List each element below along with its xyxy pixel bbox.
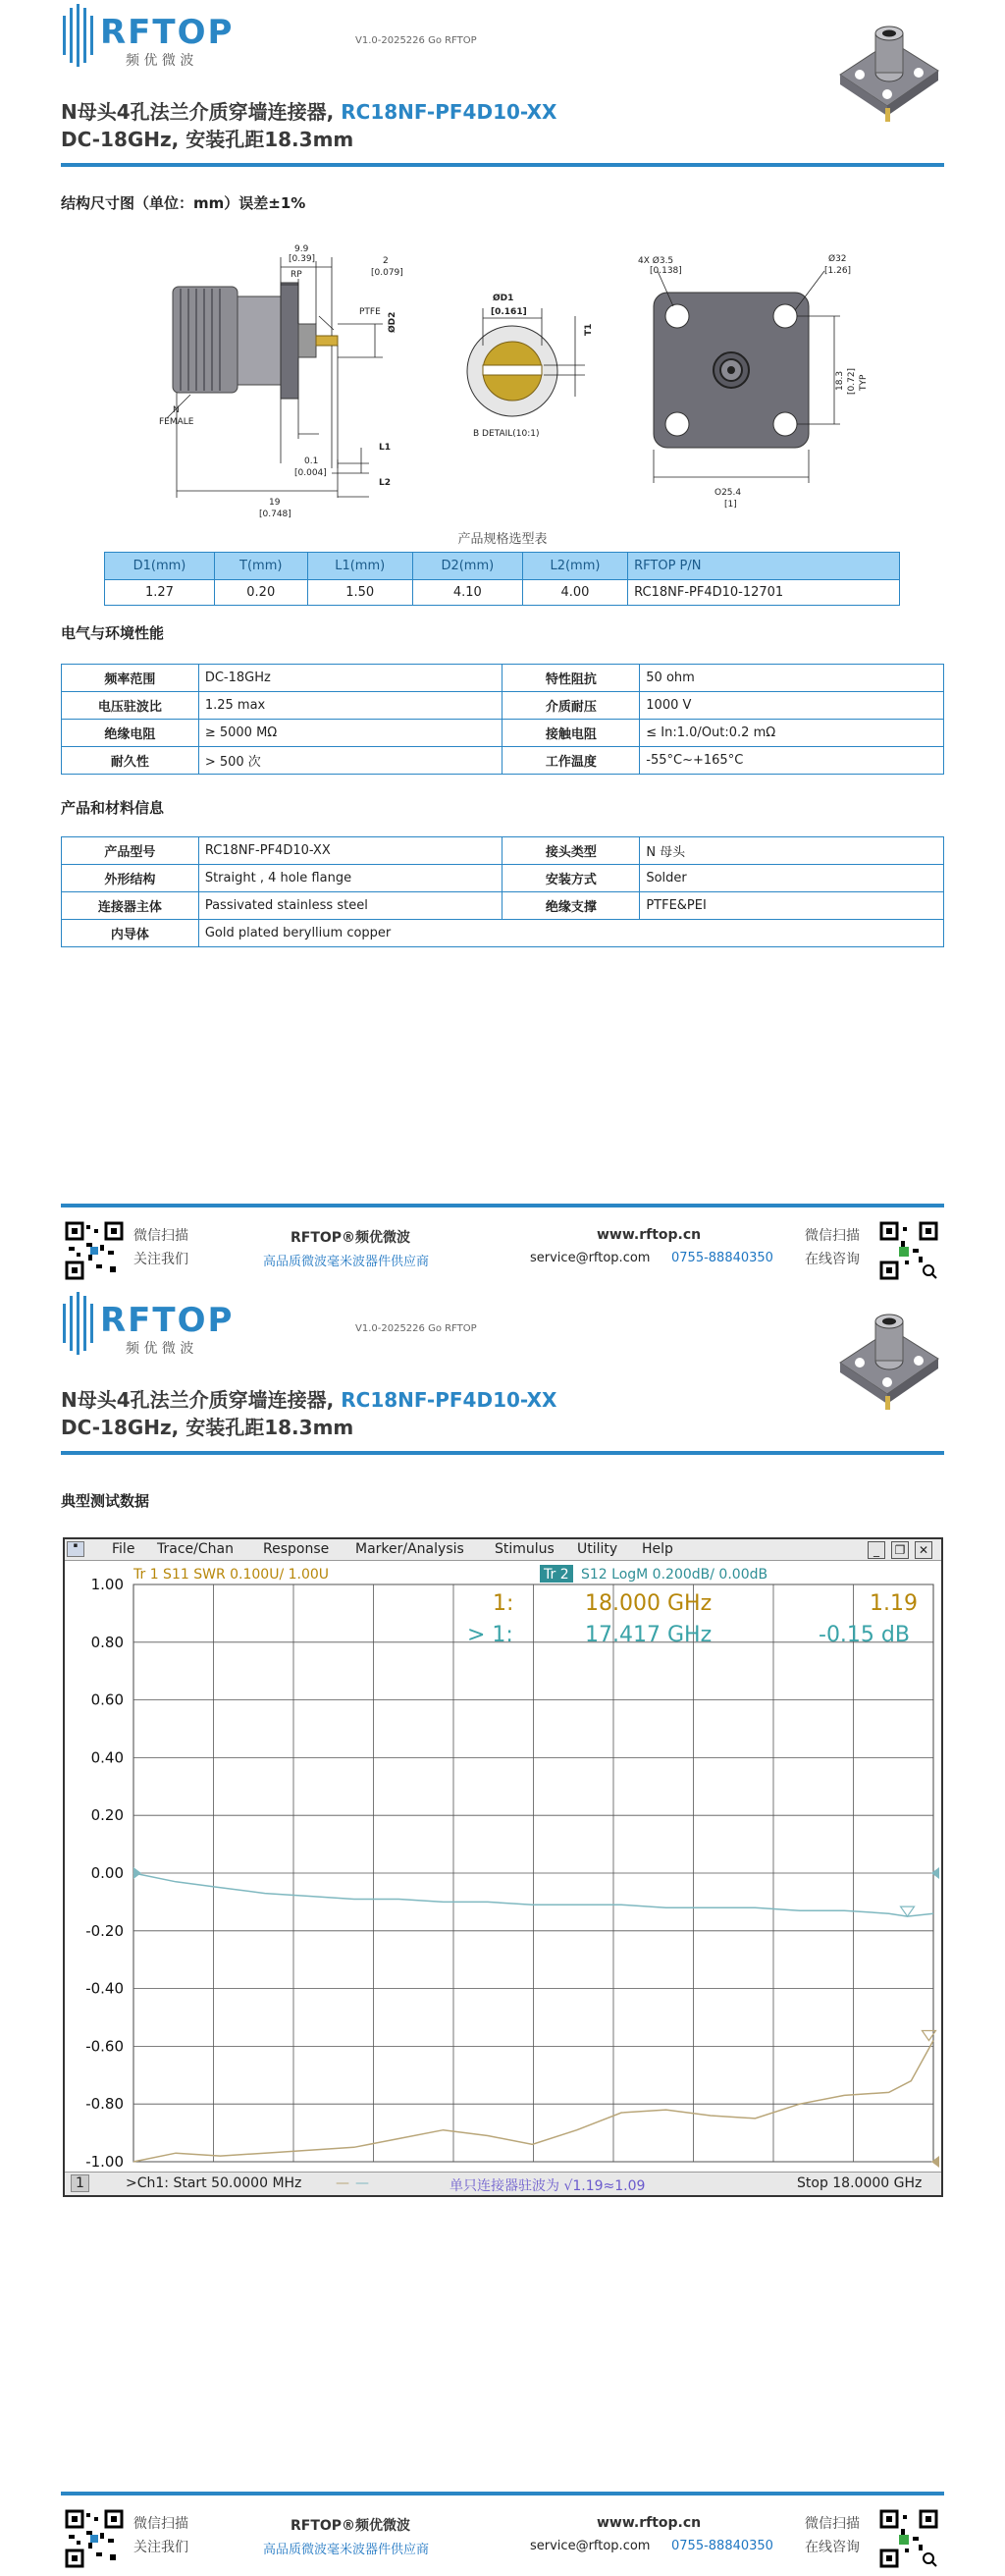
dimension-drawing [147, 228, 873, 522]
footer-divider [61, 1204, 944, 1208]
table-row [62, 720, 944, 747]
product-part-number: RC18NF-PF4D10-XX [341, 100, 557, 124]
marker-1-name: 1: [493, 1591, 514, 1616]
wechat-qr-code [65, 1221, 124, 1280]
logo-subtext: 频 优 微 波 [126, 1341, 194, 1357]
channel-number: 1 [71, 2174, 89, 2192]
y-tick-label: -0.60 [85, 2037, 124, 2056]
vna-statusbar [65, 2172, 941, 2195]
elec-key: 耐久性 [62, 747, 199, 775]
dim-rp: RP [291, 270, 302, 280]
footer-brand: RFTOP®频优微波 [291, 2518, 411, 2534]
spec-header-d1: D1(mm) [105, 553, 215, 580]
dim-0-1: 0.1 [304, 456, 319, 466]
spec-header-l2: L2(mm) [522, 553, 627, 580]
y-tick-label: -0.80 [85, 2095, 124, 2114]
electrical-section-title: 电气与环境性能 [61, 624, 165, 642]
vna-chart [65, 1561, 941, 2172]
material-key: 连接器主体 [62, 892, 199, 920]
detail-view [467, 293, 594, 439]
front-view [638, 253, 869, 510]
footer-website[interactable]: www.rftop.cn [597, 1227, 702, 1243]
product-title-prefix: N母头4孔法兰介质穿墙连接器, [61, 100, 335, 124]
wechat-qr-code [65, 2509, 124, 2568]
table-row [62, 892, 944, 920]
rftop-logo [61, 1290, 267, 1361]
material-key: 产品型号 [62, 837, 199, 865]
dim-l1: L1 [379, 443, 391, 453]
dim-1-26: [1.26] [824, 266, 852, 276]
material-value: Passivated stainless steel [198, 892, 502, 920]
menu-stimulus[interactable]: Stimulus [495, 1541, 555, 1557]
label-female: FEMALE [159, 417, 194, 427]
label-n: N [173, 405, 180, 415]
minimize-icon[interactable]: _ [868, 1541, 885, 1559]
table-row [62, 665, 944, 692]
dim-19: 19 [269, 498, 281, 508]
product-title [61, 96, 556, 125]
elec-key: 电压驻波比 [62, 692, 199, 720]
footer-wechat-scan-2: 微信扫描 [805, 2516, 860, 2532]
y-tick-label: -0.20 [85, 1921, 124, 1940]
test-section-title: 典型测试数据 [61, 1492, 150, 1510]
dim-d1: ØD1 [493, 294, 514, 303]
header-divider [61, 163, 944, 167]
close-icon[interactable]: ✕ [915, 1541, 932, 1559]
table-row [62, 692, 944, 720]
elec-key: 绝缘电阻 [62, 720, 199, 747]
table-row [62, 747, 944, 775]
y-tick-label: 0.00 [90, 1864, 124, 1882]
dim-0-748: [0.748] [259, 510, 291, 519]
label-detail: B DETAIL(10:1) [473, 429, 540, 439]
dim-0-079: [0.079] [371, 268, 403, 278]
rftop-logo [61, 2, 267, 73]
elec-key: 接触电阻 [502, 720, 640, 747]
trace-2-tag: Tr 2 [544, 1567, 569, 1583]
table-row [62, 837, 944, 865]
connector-product-image [822, 1302, 946, 1425]
material-key: 安装方式 [502, 865, 640, 892]
version-label: V1.0-2025226 Go RFTOP [355, 35, 477, 46]
dim-0-39: [0.39] [289, 254, 316, 264]
footer-email[interactable]: service@rftop.com [530, 2539, 651, 2553]
datasheet-page-2 [0, 1288, 1005, 2576]
table-row [62, 865, 944, 892]
menu-help[interactable]: Help [642, 1541, 673, 1557]
s12-legend-icon: — [355, 2175, 369, 2191]
elec-value: 1000 V [640, 692, 944, 720]
marker-2-freq: 17.417 GHz [585, 1623, 713, 1647]
footer-phone: 0755-88840350 [671, 2539, 773, 2553]
product-subtitle: DC-18GHz, 安装孔距18.3mm [61, 128, 354, 151]
dim-25-4: O25.4 [714, 488, 742, 498]
material-key: 内导体 [62, 920, 199, 947]
dim-0-004: [0.004] [294, 468, 327, 478]
logo-subtext: 频 优 微 波 [126, 53, 194, 69]
spec-selection-table [104, 552, 900, 606]
footer-follow-us: 关注我们 [133, 1252, 188, 1267]
menu-trace-chan[interactable]: Trace/Chan [157, 1541, 234, 1557]
footer-wechat-scan: 微信扫描 [133, 1228, 188, 1244]
table-row [105, 580, 900, 606]
product-title-prefix: N母头4孔法兰介质穿墙连接器, [61, 1388, 335, 1412]
menu-marker-analysis[interactable]: Marker/Analysis [355, 1541, 464, 1557]
spec-cell-l2: 4.00 [522, 580, 627, 606]
dim-9-9: 9.9 [294, 244, 309, 254]
footer-wechat-scan: 微信扫描 [133, 2516, 188, 2532]
status-start: >Ch1: Start 50.0000 MHz [126, 2175, 302, 2191]
online-qr-code [879, 2509, 938, 2568]
trace-2-label: S12 LogM 0.200dB/ 0.00dB [581, 1567, 768, 1583]
spec-table-caption: 产品规格选型表 [457, 532, 548, 547]
product-subtitle: DC-18GHz, 安装孔距18.3mm [61, 1416, 354, 1439]
material-key: 外形结构 [62, 865, 199, 892]
spec-cell-l1: 1.50 [307, 580, 412, 606]
restore-icon[interactable]: ❐ [891, 1541, 909, 1559]
footer-online: 在线咨询 [805, 1252, 860, 1267]
product-part-number: RC18NF-PF4D10-XX [341, 1388, 557, 1412]
footer-follow-us: 关注我们 [133, 2540, 188, 2555]
dim-18-3: 18.3 [835, 370, 845, 391]
pna-icon: ▪ [67, 1541, 84, 1557]
s11-legend-icon: — [336, 2175, 349, 2191]
trace-1-label: Tr 1 S11 SWR 0.100U/ 1.00U [133, 1567, 330, 1583]
spec-cell-d1: 1.27 [105, 580, 215, 606]
marker-1-freq: 18.000 GHz [585, 1591, 713, 1616]
spec-header-pn: RFTOP P/N [628, 553, 900, 580]
product-title [61, 1384, 556, 1413]
footer-brand: RFTOP®频优微波 [291, 1230, 411, 1246]
dim-typ: TYP [859, 374, 869, 391]
marker-2-name: > 1: [467, 1623, 513, 1647]
footer-online: 在线咨询 [805, 2540, 860, 2555]
spec-cell-pn: RC18NF-PF4D10-12701 [628, 580, 900, 606]
y-tick-label: -1.00 [85, 2153, 124, 2171]
elec-value: 50 ohm [640, 665, 944, 692]
dim-t1: T1 [584, 323, 594, 336]
dim-2: 2 [383, 256, 389, 266]
drawing-section-title: 结构尺寸图（单位：mm）误差±1% [61, 194, 306, 212]
dim-0-138: [0.138] [650, 266, 682, 276]
elec-key: 频率范围 [62, 665, 199, 692]
material-key: 绝缘支撑 [502, 892, 640, 920]
dim-1-inch: [1] [724, 500, 737, 510]
dim-dia-32: Ø32 [828, 254, 847, 264]
dim-l2: L2 [379, 478, 391, 488]
menu-utility[interactable]: Utility [577, 1541, 618, 1557]
status-note: 单只连接器驻波为 √1.19≈1.09 [450, 2178, 646, 2194]
material-value: RC18NF-PF4D10-XX [198, 837, 502, 865]
label-ptfe: PTFE [359, 307, 381, 317]
material-section-title: 产品和材料信息 [61, 799, 165, 817]
spec-cell-d2: 4.10 [412, 580, 522, 606]
elec-value: ≥ 5000 MΩ [198, 720, 502, 747]
y-tick-label: 0.40 [90, 1748, 124, 1767]
footer-slogan: 高品质微波毫米波器件供应商 [263, 2543, 430, 2557]
material-value: Solder [640, 865, 944, 892]
connector-product-image [822, 14, 946, 137]
electrical-table [61, 664, 944, 775]
vna-screenshot [63, 1537, 943, 2197]
footer-divider [61, 2492, 944, 2496]
table-row [62, 920, 944, 947]
elec-value: ≤ In:1.0/Out:0.2 mΩ [640, 720, 944, 747]
side-view [159, 244, 403, 519]
y-tick-label: 0.80 [90, 1633, 124, 1651]
logo-text: RFTOP [100, 13, 235, 52]
elec-value: DC-18GHz [198, 665, 502, 692]
material-value: N 母头 [640, 837, 944, 865]
dim-0-161: [0.161] [491, 307, 527, 317]
elec-key: 介质耐压 [502, 692, 640, 720]
y-tick-label: 0.60 [90, 1690, 124, 1709]
y-tick-label: -0.40 [85, 1979, 124, 1998]
vna-plot-area [65, 1561, 941, 2195]
header-divider [61, 1451, 944, 1455]
marker-2-value: -0.15 dB [819, 1623, 910, 1647]
material-key: 接头类型 [502, 837, 640, 865]
material-value: PTFE&PEI [640, 892, 944, 920]
elec-key: 特性阻抗 [502, 665, 640, 692]
spec-header-d2: D2(mm) [412, 553, 522, 580]
dim-hole: 4X Ø3.5 [638, 256, 674, 266]
dim-0-72: [0.72] [847, 367, 857, 395]
status-stop: Stop 18.0000 GHz [797, 2175, 923, 2191]
online-qr-code [879, 1221, 938, 1280]
spec-header-l1: L1(mm) [307, 553, 412, 580]
marker-1-value: 1.19 [870, 1591, 918, 1616]
elec-value: > 500 次 [198, 747, 502, 775]
logo-text: RFTOP [100, 1301, 235, 1340]
y-tick-label: 0.20 [90, 1806, 124, 1825]
spec-header-t: T(mm) [214, 553, 307, 580]
footer-email[interactable]: service@rftop.com [530, 1251, 651, 1265]
material-value: Straight , 4 hole flange [198, 865, 502, 892]
material-value: Gold plated beryllium copper [198, 920, 943, 947]
version-label: V1.0-2025226 Go RFTOP [355, 1323, 477, 1334]
elec-value: -55°C~+165°C [640, 747, 944, 775]
footer-slogan: 高品质微波毫米波器件供应商 [263, 1255, 430, 1269]
elec-value: 1.25 max [198, 692, 502, 720]
footer-phone: 0755-88840350 [671, 1251, 773, 1265]
vna-menubar [65, 1539, 941, 1561]
spec-cell-t: 0.20 [214, 580, 307, 606]
dim-d2: ØD2 [388, 311, 397, 333]
spec-table-header-row [105, 553, 900, 580]
footer-website[interactable]: www.rftop.cn [597, 2515, 702, 2531]
y-tick-label: 1.00 [90, 1576, 124, 1593]
menu-file[interactable]: File [112, 1541, 135, 1557]
material-table [61, 836, 944, 947]
elec-key: 工作温度 [502, 747, 640, 775]
footer-wechat-scan-2: 微信扫描 [805, 1228, 860, 1244]
menu-response[interactable]: Response [263, 1541, 330, 1557]
